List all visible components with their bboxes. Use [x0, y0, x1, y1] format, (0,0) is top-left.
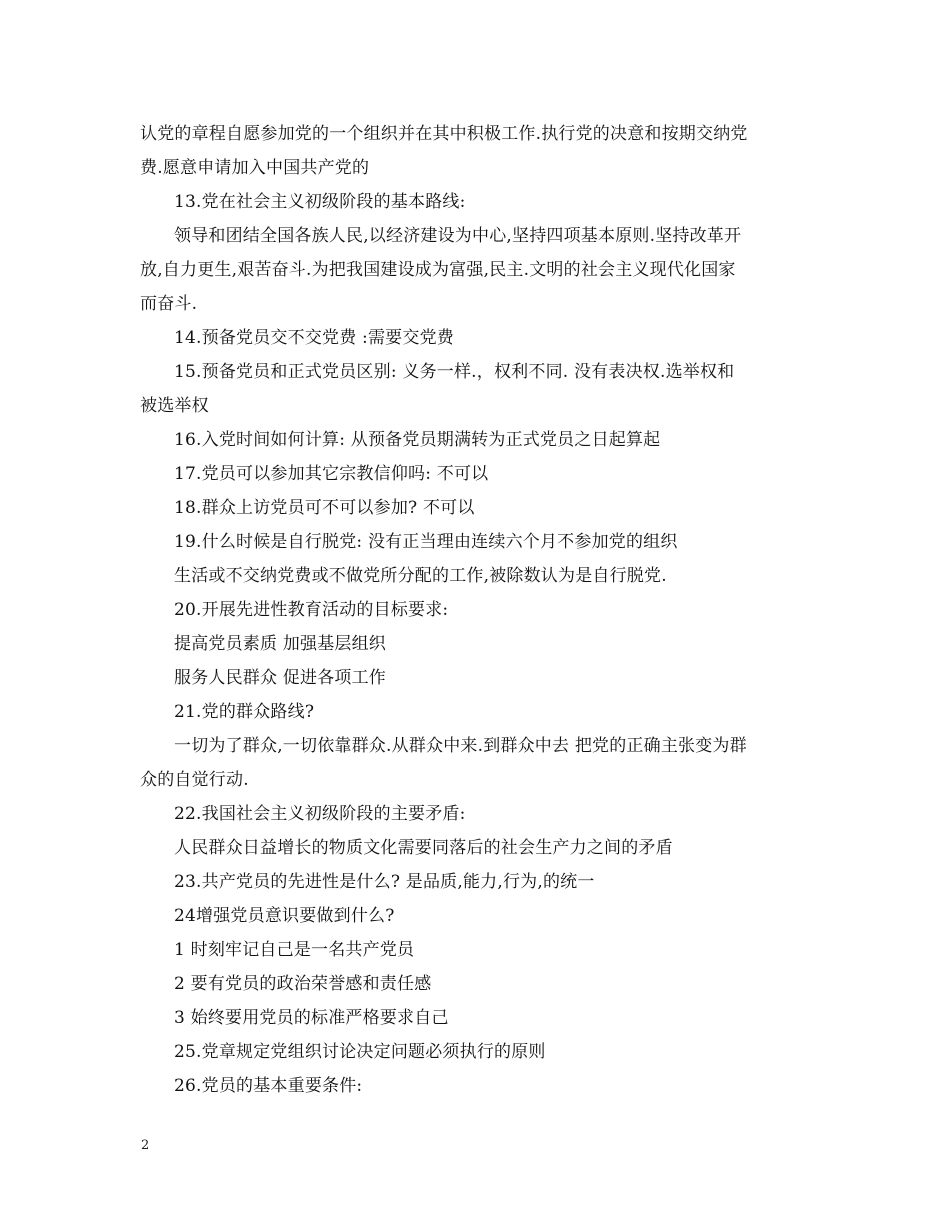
question-17: 17.党员可以参加其它宗教信仰吗: 不可以	[174, 464, 489, 484]
list-item: 1 时刻牢记自己是一名共产党员	[174, 940, 415, 960]
question-25: 25.党章规定党组织讨论决定问题必须执行的原则	[174, 1042, 546, 1062]
text-line: 被选举权	[140, 396, 209, 416]
text-line: 服务人民群众 促进各项工作	[174, 668, 387, 688]
question-26: 26.党员的基本重要条件:	[174, 1076, 363, 1096]
question-23: 23.共产党员的先进性是什么? 是品质,能力,行为,的统一	[174, 872, 595, 892]
list-item: 2 要有党员的政治荣誉感和责任感	[174, 974, 432, 994]
question-13: 13.党在社会主义初级阶段的基本路线:	[174, 192, 466, 212]
text-line: 众的自觉行动.	[140, 770, 249, 790]
question-18: 18.群众上访党员可不可以参加? 不可以	[174, 498, 475, 518]
text-line: 生活或不交纳党费或不做党所分配的工作,被除数认为是自行脱党.	[174, 566, 667, 586]
text-line: 人民群众日益增长的物质文化需要同落后的社会生产力之间的矛盾	[174, 838, 673, 858]
text-line: 而奋斗.	[140, 294, 198, 314]
document-body	[140, 117, 820, 1103]
question-15: 15.预备党员和正式党员区别: 义务一样.，权利不同. 没有表决权.选举权和	[174, 362, 735, 382]
question-21: 21.党的群众路线?	[174, 702, 315, 722]
text-line: 放,自力更生,艰苦奋斗.为把我国建设成为富强,民主.文明的社会主义现代化国家	[140, 260, 736, 280]
question-14: 14.预备党员交不交党费 :需要交党费	[174, 328, 454, 348]
question-24: 24增强党员意识要做到什么?	[174, 906, 395, 926]
text-line: 费.愿意申请加入中国共产党的	[140, 158, 370, 178]
question-19: 19.什么时候是自行脱党: 没有正当理由连续六个月不参加党的组织	[174, 532, 678, 552]
question-22: 22.我国社会主义初级阶段的主要矛盾:	[174, 804, 466, 824]
question-20: 20.开展先进性教育活动的目标要求:	[174, 600, 449, 620]
text-line: 领导和团结全国各族人民,以经济建设为中心,坚持四项基本原则.坚持改革开	[174, 226, 742, 246]
page-number: 2	[141, 1138, 150, 1153]
text-line: 提高党员素质 加强基层组织	[174, 634, 387, 654]
text-line: 认党的章程自愿参加党的一个组织并在其中积极工作.执行党的决意和按期交纳党	[140, 124, 748, 144]
list-item: 3 始终要用党员的标准严格要求自己	[174, 1008, 449, 1028]
text-line: 一切为了群众,一切依靠群众.从群众中来.到群众中去 把党的正确主张变为群	[174, 736, 747, 756]
question-16: 16.入党时间如何计算: 从预备党员期满转为正式党员之日起算起	[174, 430, 661, 450]
